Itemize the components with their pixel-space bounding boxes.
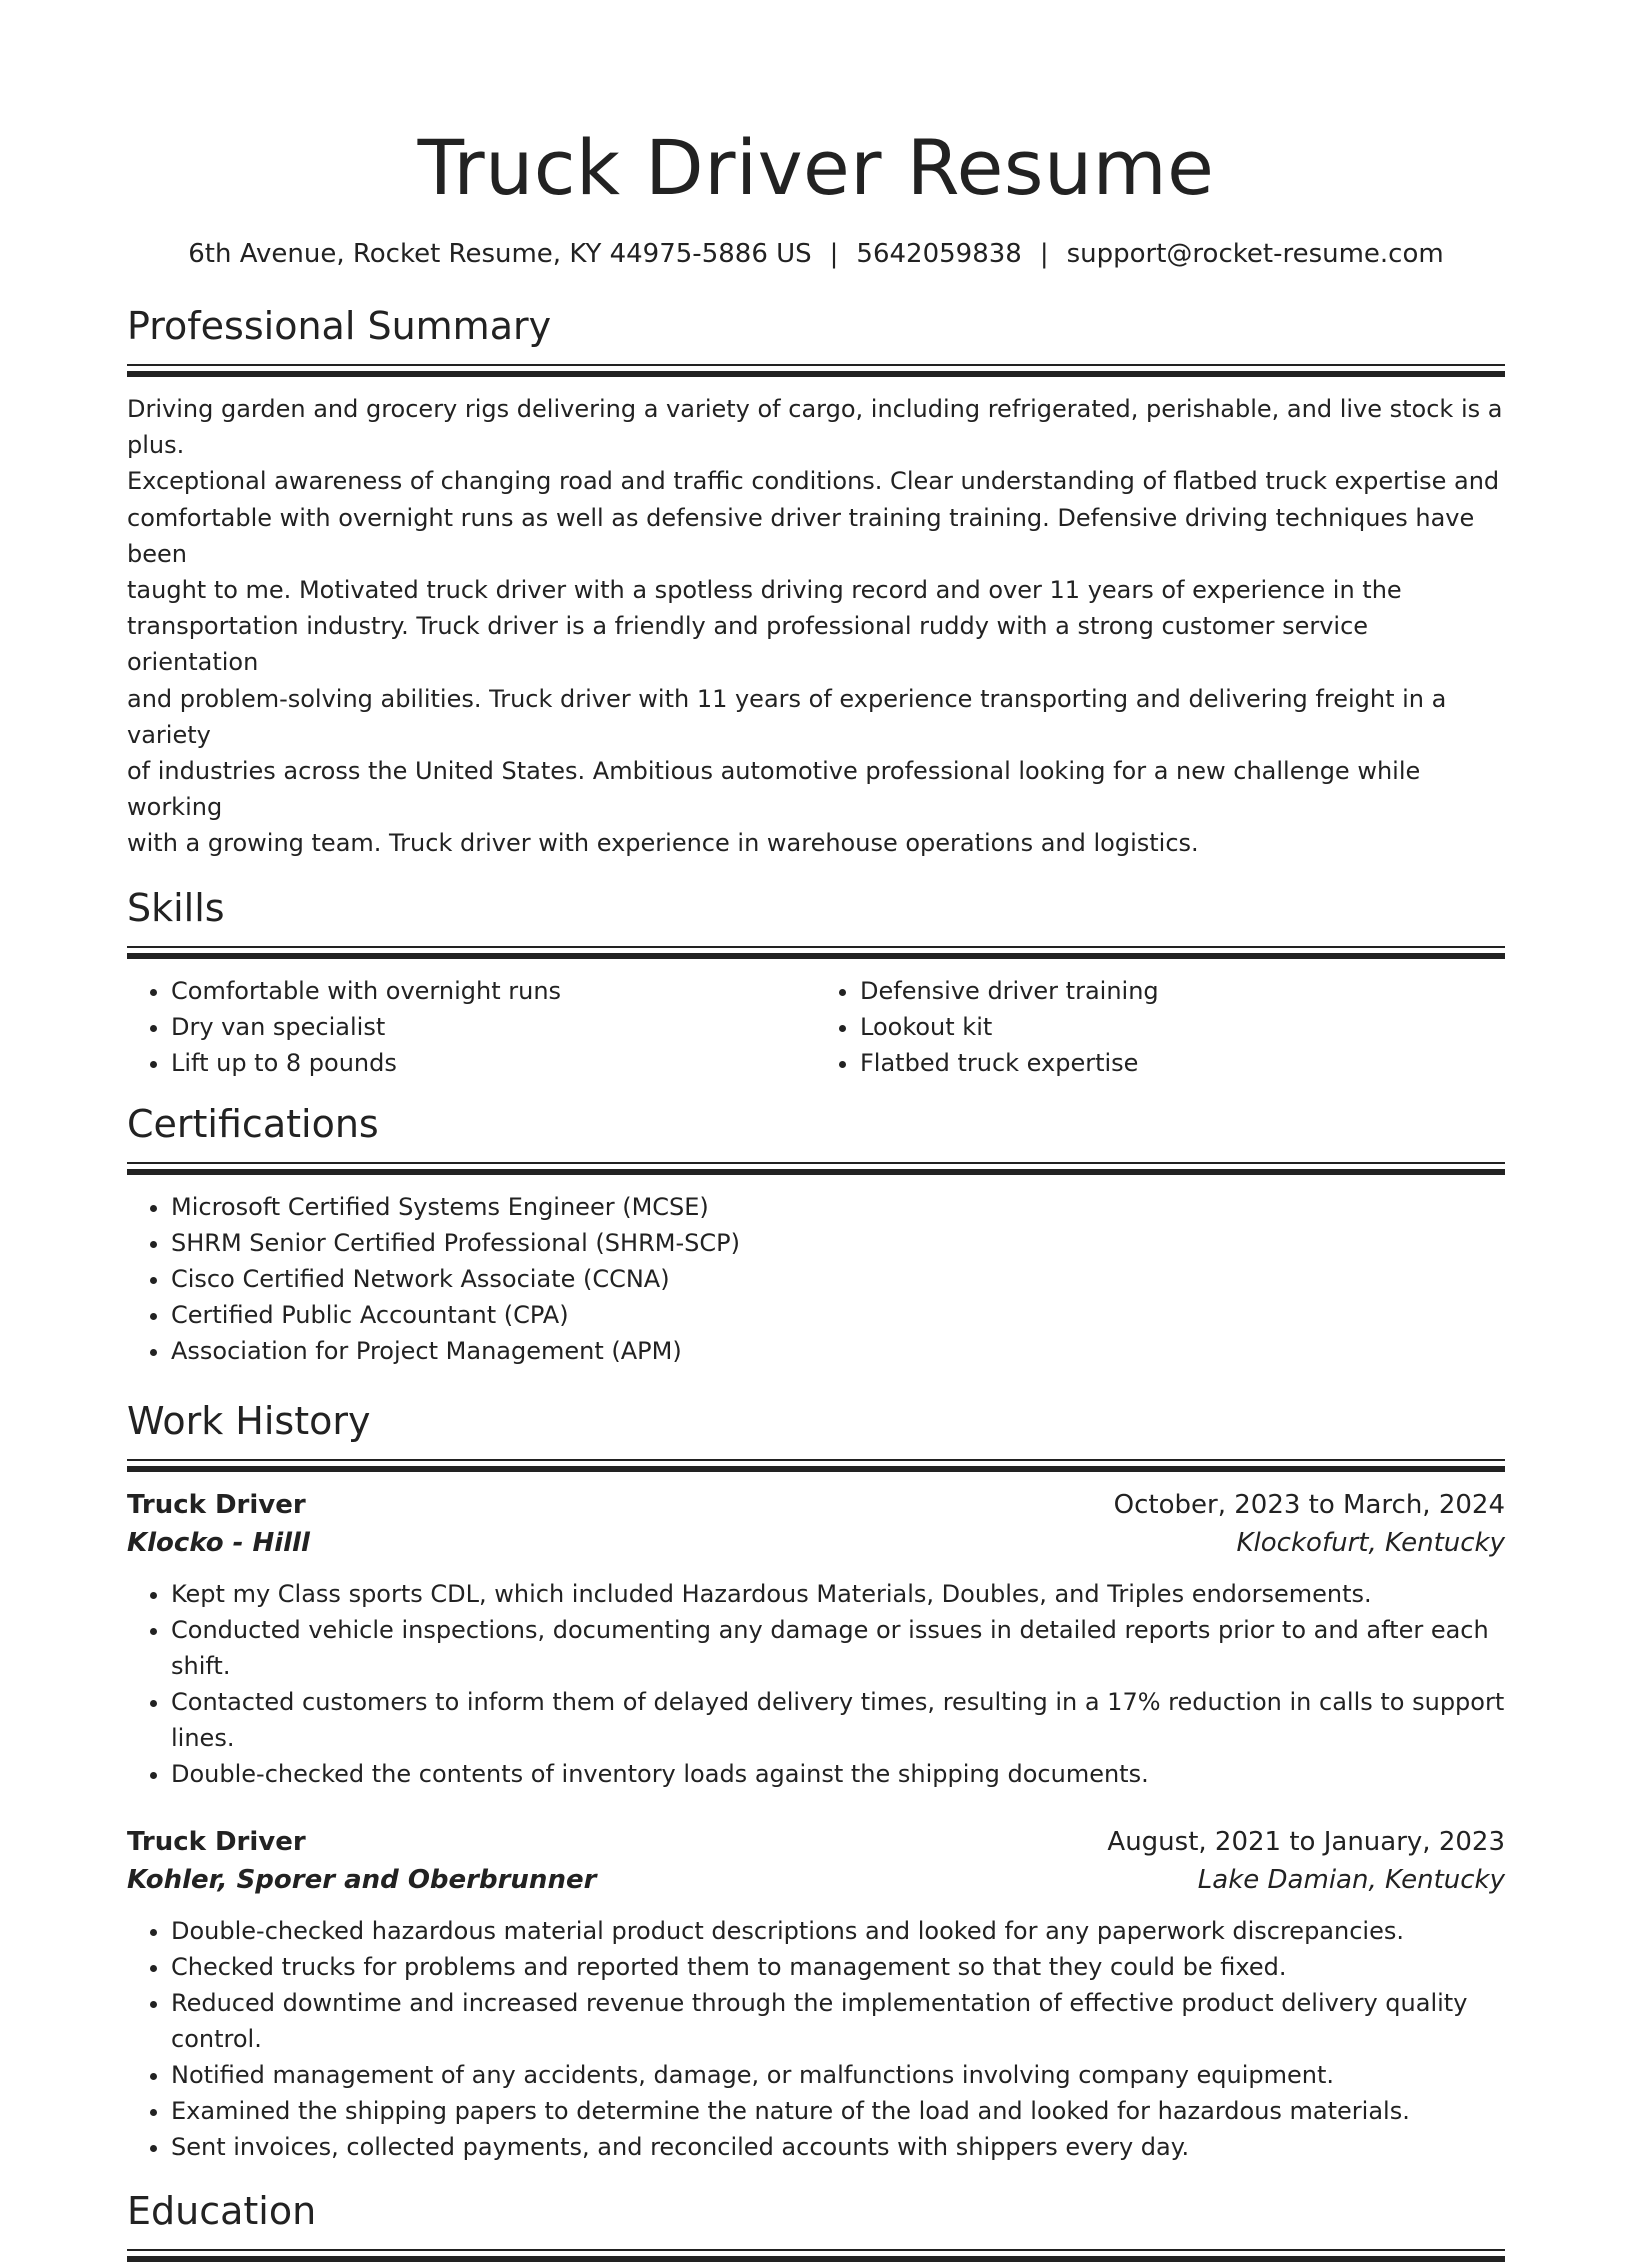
education-heading: Education [127, 2188, 317, 2233]
summary-section [127, 302, 1505, 862]
job-entry [127, 1823, 1505, 2165]
education-section [127, 2187, 1505, 2262]
certification-item: • Association for Project Management (APM) [171, 1333, 1505, 1369]
certification-item: • Microsoft Certified Systems Engineer (MCSE) [171, 1189, 1505, 1225]
skill-item: • Lift up to 8 pounds [171, 1045, 816, 1081]
section-divider [127, 364, 1505, 377]
job-location: Lake Damian, Kentucky [1197, 1864, 1505, 1895]
certification-item: • Certified Public Accountant (CPA) [171, 1297, 1505, 1333]
job-dates: October, 2023 to March, 2024 [1113, 1489, 1505, 1520]
work-history-heading: Work History [127, 1398, 371, 1443]
certifications-section [127, 1100, 1505, 1369]
job-duty: • Examined the shipping papers to determine the nature of the load and looked for hazardous materials. [171, 2093, 1505, 2129]
job-duty: • Sent invoices, collected payments, and reconciled accounts with shippers every day. [171, 2129, 1505, 2165]
job-duty: • Conducted vehicle inspections, documenting any damage or issues in detailed reports prior to and after each shift. [171, 1612, 1505, 1684]
contact-separator: | [1039, 239, 1049, 269]
skill-item: • Lookout kit [860, 1009, 1505, 1045]
job-entry [127, 1486, 1505, 1792]
contact-email: support@rocket-resume.com [1066, 239, 1444, 269]
job-employer-row [127, 1861, 1505, 1899]
skill-item: • Comfortable with overnight runs [171, 973, 816, 1009]
resume-title: Truck Driver Resume [417, 123, 1215, 212]
job-title: Truck Driver [127, 1489, 306, 1520]
contact-line [127, 237, 1505, 271]
job-duty: • Notified management of any accidents, damage, or malfunctions involving company equipment. [171, 2057, 1505, 2093]
summary-heading: Professional Summary [127, 304, 552, 348]
work-history-section [127, 1397, 1505, 2165]
section-divider [127, 2249, 1505, 2262]
section-divider [127, 1162, 1505, 1175]
job-duty: • Contacted customers to inform them of delayed delivery times, resulting in a 17% reduction in calls to support lines. [171, 1684, 1505, 1756]
contact-separator: | [829, 239, 839, 269]
summary-line: with a growing team. Truck driver with experience in warehouse operations and logistics. [127, 829, 1199, 858]
job-duties-list [127, 1576, 1505, 1792]
job-header-row [127, 1486, 1505, 1524]
section-divider [127, 1459, 1505, 1472]
summary-paragraph [127, 391, 1505, 862]
section-divider [127, 946, 1505, 959]
skill-item: • Defensive driver training [860, 973, 1505, 1009]
job-duty: • Checked trucks for problems and reported them to management so that they could be fixed. [171, 1949, 1505, 1985]
certification-item: • Cisco Certified Network Associate (CCNA) [171, 1261, 1505, 1297]
job-duty: • Reduced downtime and increased revenue through the implementation of effective product delivery quality control. [171, 1985, 1505, 2057]
summary-line: comfortable with overnight runs as well as defensive driver training training. Defensive driving techniques have been [127, 503, 1475, 568]
job-employer-row [127, 1524, 1505, 1562]
job-duty: • Kept my Class sports CDL, which included Hazardous Materials, Doubles, and Triples endorsements. [171, 1576, 1505, 1612]
skills-list-left [127, 973, 816, 1081]
summary-line: of industries across the United States. Ambitious automotive professional looking for a new challenge while working [127, 757, 1421, 822]
skills-list-right [816, 973, 1505, 1081]
job-location: Klockofurt, Kentucky [1236, 1527, 1505, 1558]
job-duty: • Double-checked hazardous material product descriptions and looked for any paperwork discrepancies. [171, 1913, 1505, 1949]
job-employer: Kohler, Sporer and Oberbrunner [127, 1864, 597, 1895]
skills-grid [127, 959, 1505, 1081]
summary-line: transportation industry. Truck driver is a friendly and professional ruddy with a strong customer service orientation [127, 612, 1369, 677]
skills-heading: Skills [127, 885, 225, 930]
job-employer: Klocko - Hilll [127, 1527, 310, 1558]
job-dates: August, 2021 to January, 2023 [1107, 1826, 1505, 1857]
job-duty: • Double-checked the contents of inventory loads against the shipping documents. [171, 1756, 1505, 1792]
job-header-row [127, 1823, 1505, 1861]
summary-line: taught to me. Motivated truck driver with a spotless driving record and over 11 years of experience in the [127, 576, 1402, 605]
job-duties-list [127, 1913, 1505, 2165]
summary-line: and problem-solving abilities. Truck driver with 11 years of experience transporting and delivering freight in a variety [127, 684, 1447, 749]
summary-line: Exceptional awareness of changing road and traffic conditions. Clear understanding of flatbed truck expertise and [127, 467, 1500, 496]
summary-line: Driving garden and grocery rigs delivering a variety of cargo, including refrigerated, perishable, and live stock is a plus. [127, 395, 1503, 460]
skill-item: • Dry van specialist [171, 1009, 816, 1045]
skills-section [127, 884, 1505, 1081]
certifications-list [127, 1189, 1505, 1369]
skill-item: • Flatbed truck expertise [860, 1045, 1505, 1081]
certification-item: • SHRM Senior Certified Professional (SHRM-SCP) [171, 1225, 1505, 1261]
job-title: Truck Driver [127, 1826, 306, 1857]
contact-phone: 5642059838 [856, 239, 1022, 269]
contact-address: 6th Avenue, Rocket Resume, KY 44975-5886 US [188, 239, 812, 269]
certifications-heading: Certifications [127, 1101, 379, 1146]
